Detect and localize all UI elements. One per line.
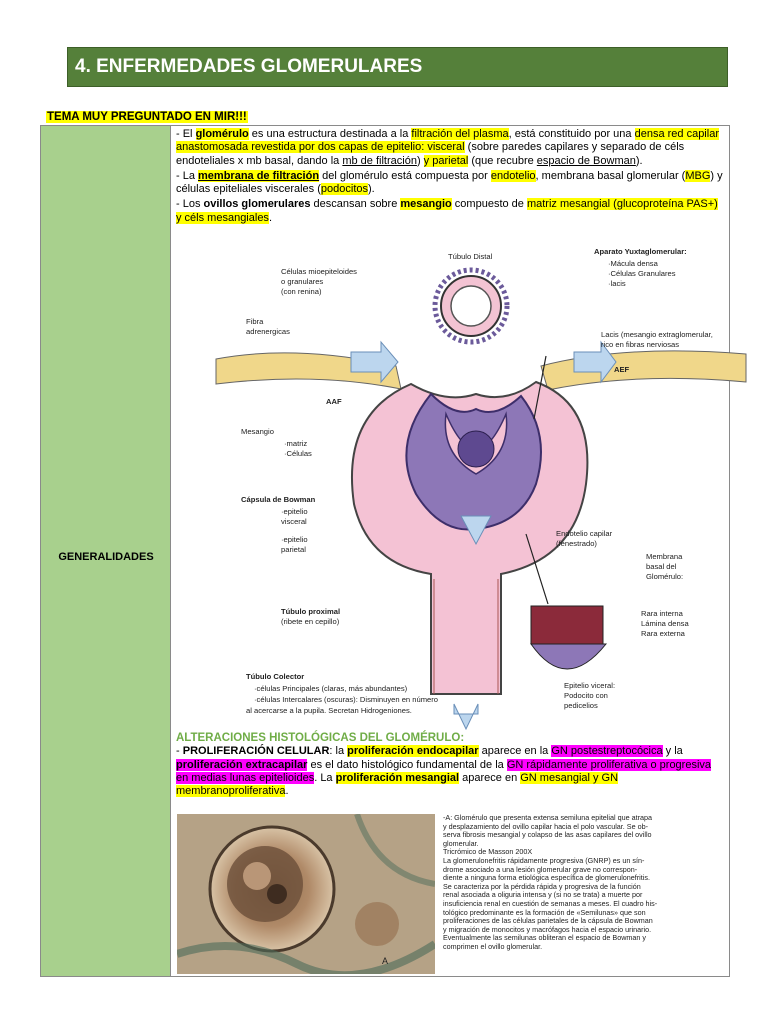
section-label: GENERALIDADES	[58, 551, 154, 563]
caption-line: y desplazamiento del ovillo capilar hacia el polo vascular. Se ob-	[443, 821, 648, 831]
page-title: 4. ENFERMEDADES GLOMERULARES	[75, 56, 423, 77]
label-colector-1: ·células Principales (claras, más abundantes)	[254, 684, 408, 693]
caption-line: renal asociada a oliguria intensa y (si no se trata) a muerte por	[443, 890, 643, 900]
caption-line: proliferaciones de las células parietales de la cápsula de Bowman	[443, 916, 653, 926]
paragraph-proliferacion: - PROLIFERACIÓN CELULAR: la proliferación endocapilar aparece en la GN postestreptocócica y la proliferación extracapilar es el dato histológico fundamental de la GN rápidamente proliferativa o progresiva en medias lunas epitelioides. La proliferación mesangial aparece en GN mesangial y GN membranoproliferativa.	[176, 745, 712, 798]
label-tubulo-distal: Túbulo Distal	[448, 252, 493, 261]
label-colector-2: ·células Intercalares (oscuras): Disminuyen en número	[254, 695, 439, 704]
alteraciones-cell	[176, 728, 724, 800]
label-endotelio-1: Endotelio capilar	[556, 529, 613, 538]
micrograph-image	[177, 814, 435, 974]
label-epit-viceral-1: Epitelio viceral:	[564, 681, 616, 690]
label-epit-par-1: ·epitelio	[281, 535, 308, 544]
label-epit-visc-2: visceral	[281, 517, 307, 526]
caption-line: serva fibrosis mesangial y colapso de las asas capilares del ovillo	[443, 830, 652, 840]
label-membrana-1: Membrana	[646, 552, 683, 561]
label-epit-viceral-2: Podocito con	[564, 691, 608, 700]
label-mioepit-3: (con renina)	[281, 287, 322, 296]
label-colector-3: al acercarse a la pupila. Secretan Hidrogeniones.	[246, 706, 412, 715]
glomerulus-diagram	[176, 244, 751, 734]
filtration-detail	[531, 606, 603, 644]
label-fibra-1: Fibra	[246, 317, 264, 326]
caption-line: insuficiencia renal en cuestión de semanas a meses. El cuadro his-	[443, 898, 658, 908]
caption-line: Tricrómico de Masson 200X	[443, 847, 533, 857]
label-epit-par-2: parietal	[281, 545, 306, 554]
label-capsula: Cápsula de Bowman	[241, 495, 316, 504]
label-proximal-1: Túbulo proximal	[281, 607, 341, 616]
label-rara-externa: Rara externa	[641, 629, 685, 638]
tema-highlight: TEMA MUY PREGUNTADO EN MIR!!!	[47, 111, 247, 123]
label-epit-visc-1: ·epitelio	[281, 507, 308, 516]
label-proximal-2: (ribete en cepillo)	[281, 617, 340, 626]
paragraph-glomerulo: - El glomérulo es una estructura destinada a la filtración del plasma, está constituido por una densa red capilar anastomosada revestida por dos capas de epitelio: visceral (sobre paredes capilares y separado de céls endoteliales x mb basal, dando la mb de filtración) y parietal (que recubre espacio de Bowman).	[176, 128, 719, 167]
label-membrana-3: Glomérulo:	[646, 572, 684, 581]
label-aparato-3: ·lacis	[608, 279, 626, 288]
label-rara-interna: Rara interna	[641, 609, 683, 618]
label-lamina-densa: Lámina densa	[641, 619, 689, 628]
label-matriz: ·matriz	[284, 439, 308, 448]
micrograph-label: A	[382, 956, 389, 966]
content-cell	[176, 128, 724, 227]
efferent-arteriole	[541, 351, 746, 390]
label-endotelio-2: (fenestrado)	[556, 539, 597, 548]
alteraciones-title: ALTERACIONES HISTOLÓGICAS DEL GLOMÉRULO:	[176, 732, 465, 744]
caption-line: -A: Glomérulo que presenta extensa semiluna epitelial que atrapa	[443, 813, 652, 822]
label-aparato: Aparato Yuxtaglomerular:	[594, 247, 687, 256]
arrow-down	[454, 704, 478, 729]
content-table	[40, 125, 730, 977]
caption-line: tológico predominante es la formación de «Semilunas» que son	[443, 907, 646, 917]
micrograph-caption	[443, 814, 701, 952]
section-label-cell	[41, 126, 171, 976]
label-aparato-1: ·Mácula densa	[608, 259, 658, 268]
caption-line: glomerular.	[443, 838, 479, 848]
caption-line: comprimen el ovillo glomerular.	[443, 941, 543, 951]
caption-line: drome asociado a una lesión glomerular grave no correspon-	[443, 864, 638, 874]
label-colector: Túbulo Colector	[246, 672, 305, 681]
caption-line: Eventualmente las semilunas obliteran el espacio de Bowman y	[443, 933, 646, 943]
caption-line: diente a ninguna forma etiológica específica de glomerulonefritis.	[443, 873, 650, 883]
paragraph-ovillos: - Los ovillos glomerulares descansan sobre mesangio compuesto de matriz mesangial (glucoproteína PAS+) y céls mesangiales.	[176, 198, 718, 224]
label-epit-viceral-3: pedicelios	[564, 701, 598, 710]
label-aef: AEF	[614, 365, 630, 374]
label-lacis-2: rico en fibras nerviosas	[601, 340, 680, 349]
label-fibra-2: adrenergicas	[246, 327, 290, 336]
label-mesangio: Mesangio	[241, 427, 274, 436]
caption-line: y migración de monocitos y macrófagos hacia el espacio urinario.	[443, 924, 652, 934]
section-header	[67, 47, 728, 87]
label-mioepit-2: o granulares	[281, 277, 324, 286]
paragraph-membrana: - La membrana de filtración del glomérulo está compuesta por endotelio, membrana basal glomerular (MBG) y células epiteliales viscerales (podocitos).	[176, 169, 723, 196]
caption-line: Se caracteriza por la pérdida rápida y progresiva de la función	[443, 881, 641, 891]
label-aaf: AAF	[326, 397, 342, 406]
label-lacis-1: Lacis (mesangio extraglomerular,	[601, 330, 713, 339]
caption-line: La glomerulonefritis rápidamente progresiva (GNRP) es un sín-	[443, 855, 645, 865]
label-aparato-2: ·Células Granulares	[608, 269, 676, 278]
label-membrana-2: basal del	[646, 562, 677, 571]
label-mioepit-1: Células mioepiteloides	[281, 267, 357, 276]
label-celulas: ·Células	[284, 449, 312, 458]
